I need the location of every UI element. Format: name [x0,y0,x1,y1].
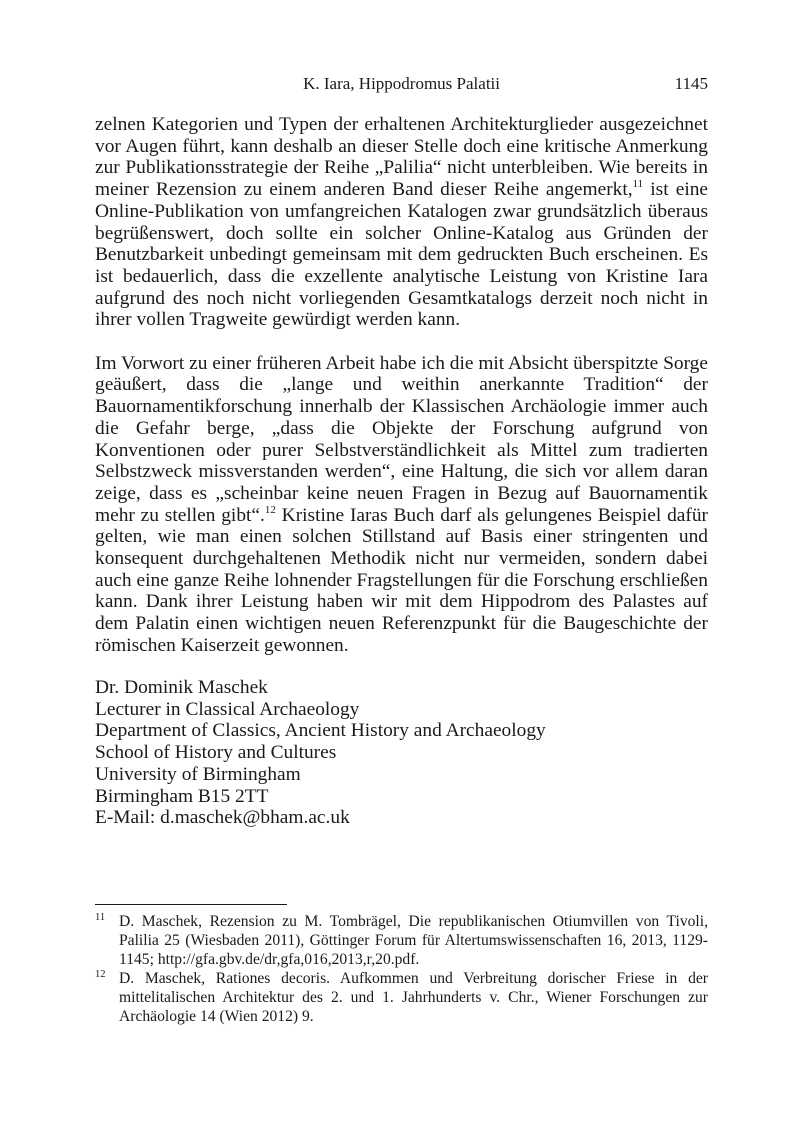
paragraph-2-text-a: Im Vorwort zu einer früheren Arbeit habe ich die mit Absicht überspitzte Sorge geäußert, dass die „lange und weithin anerkannte Tradition“ der Bauornamentikforschung innerhalb der Klassischen Archäologie immer auch die Gefahr berge, „dass die Objekte der Forschung aufgrund von Konventionen oder purer Selbstverständlichkeit als Mittel zum tradierten Selbstzweck missverstanden werden“, eine Haltung, die sich vor allem daran zeige, dass es „scheinbar keine neuen Fragen in Bezug auf Bauornamentik mehr zu stellen gibt“. [95,352,708,526]
running-header [95,74,708,96]
footnote-11 [95,912,708,969]
footnote-number: 11 [95,912,106,923]
footnote-text: D. Maschek, Rezension zu M. Tombrägel, Die republikanischen Otiumvillen von Tivoli, Palilia 25 (Wiesbaden 2011), Göttinger Forum für Altertumswissenschaften 16, 2013, 1129-1145; http://gfa.gbv.de/dr,gfa,016,2013,r,20.pdf. [119,913,708,968]
footnote-ref-11[interactable]: 11 [632,178,644,191]
paragraph-2-text-b: Kristine Iaras Buch darf als gelungenes Beispiel dafür gelten, wie man einen solchen Stillstand auf Basis einer stringenten und konsequent durchgehaltenen Methodik nicht nur vermeiden, sondern dabei auch eine ganze Reihe lohnender Fragstellungen für die Forschung erschließen kann. Dank ihrer Leistung haben wir mit dem Hippodrom des Palastes auf dem Palatin einen wichtigen neuen Referenzpunkt für die Baugeschichte der römischen Kaiserzeit gewonnen. [95,504,708,656]
footnotes [95,912,708,1026]
author-postcode: Birmingham B15 2TT [95,785,269,807]
running-title: K. Iara, Hippodromus Palatii [303,74,500,93]
author-department: Department of Classics, Ancient History and Archaeology [95,720,546,742]
footnote-12 [95,969,708,1026]
author-school: School of History and Cultures [95,742,337,764]
paragraph-1-text-a: zelnen Kategorien und Typen der erhaltenen Architekturglieder ausgezeichnet vor Augen führt, kann deshalb an dieser Stelle doch eine kritische Anmerkung zur Publikationsstrategie der Reihe „Palilia“ nicht unterbleiben. Wie bereits in meiner Rezension zu einem anderen Band dieser Reihe angemerkt, [95,114,708,201]
footnote-separator [95,904,287,905]
body-text [95,114,708,657]
author-name: Dr. Dominik Maschek [95,677,268,698]
paragraph-1 [95,114,708,331]
paragraph-1-text-b: ist eine Online-Publikation von umfangreichen Katalogen zwar grundsätzlich überaus begrüßenswert, doch sollte ein solcher Online-Katalog aus Gründen der Benutzbarkeit unbedingt gemeinsam mit dem gedruckten Buch erscheinen. Es ist bedauerlich, dass die exzellente analytische Leistung von Kristine Iara aufgrund des noch nicht vorliegenden Gesamtkatalogs derzeit noch nicht in ihrer vollen Tragweite gewürdigt werden kann. [95,179,709,331]
footnote-ref-12[interactable]: 12 [264,503,276,516]
paragraph-2 [95,353,708,657]
author-email[interactable]: E-Mail: d.maschek@bham.ac.uk [95,807,350,829]
author-signature [95,677,708,829]
author-position: Lecturer in Classical Archaeology [95,698,360,720]
footnote-number: 12 [95,969,106,980]
footnote-text: D. Maschek, Rationes decoris. Aufkommen und Verbreitung dorischer Friese in der mittelitalischen Architektur des 2. und 1. Jahrhunderts v. Chr., Wiener Forschungen zur Archäologie 14 (Wien 2012) 9. [119,970,708,1025]
page-number: 1145 [674,74,708,93]
author-university: University of Birmingham [95,763,301,785]
